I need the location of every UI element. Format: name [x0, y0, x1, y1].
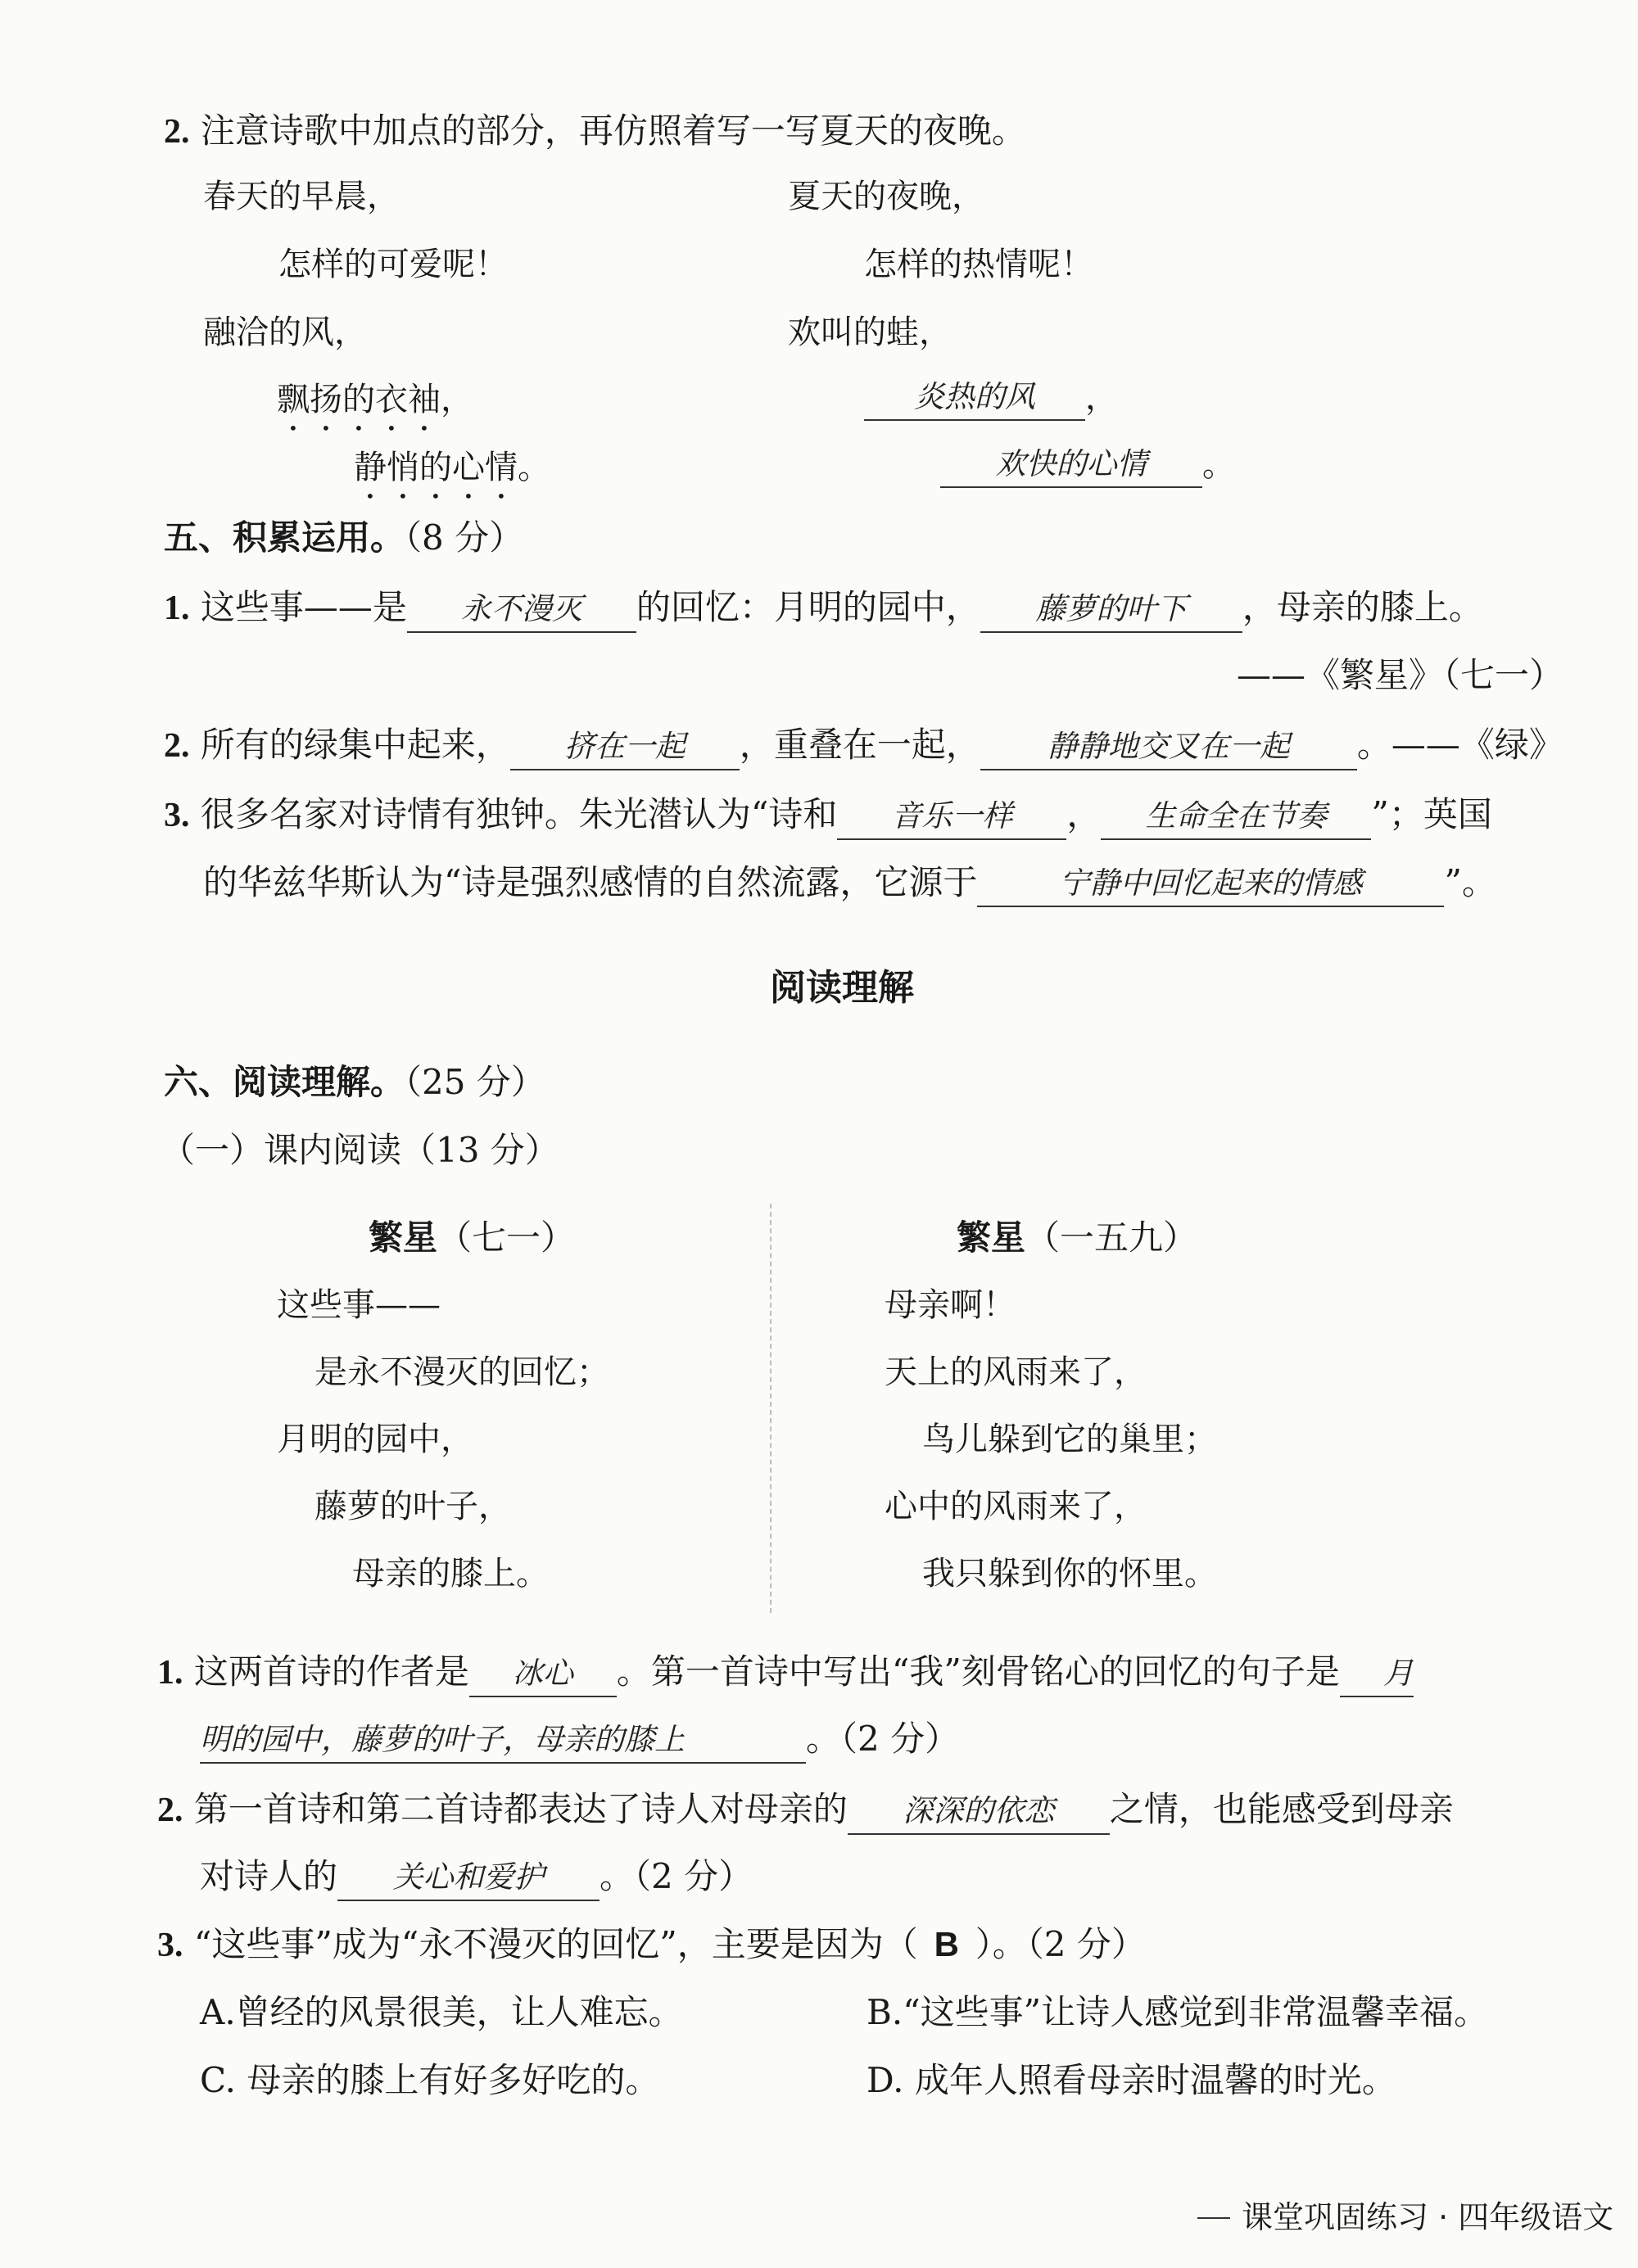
imitation-punct-1: ，	[1085, 379, 1118, 417]
sec6-q2-text-3: 对诗人的	[200, 1856, 338, 1896]
sec6-q1-line-1	[157, 1647, 1414, 1697]
imitation-punct-2: 。	[1202, 446, 1235, 484]
poem-1-title-num: （七一）	[437, 1218, 576, 1258]
model-poem-line-5: 静悄的心情。	[354, 449, 550, 486]
option-c[interactable]: C. 母亲的膝上有好多好吃的。	[200, 2060, 660, 2100]
poem-divider	[770, 1204, 771, 1613]
section-6-title	[164, 1058, 545, 1107]
section-5-title	[164, 513, 523, 562]
poem-2-line-4: 心中的风雨来了，	[885, 1488, 1147, 1525]
footer-text: 课堂巩固练习 · 四年级语文	[1242, 2199, 1614, 2235]
imitation-poem-line-5	[940, 442, 1235, 488]
q4-2-prompt	[164, 106, 1026, 156]
q4-2-prompt-text: 注意诗歌中加点的部分，再仿照着写一写夏天的夜晚。	[200, 111, 1026, 151]
poem-1-title-text: 繁星	[369, 1218, 438, 1258]
sec6-q3-text-1: “这些事”成为“永不漫灭的回忆”，主要是因为（	[193, 1924, 918, 1964]
poem-1-line-1: 这些事——	[277, 1286, 441, 1324]
poem-1-title	[369, 1213, 575, 1263]
q4-2-number: 2.	[164, 113, 190, 151]
sec5-q1-number: 1.	[164, 590, 190, 627]
sec6-q2-text-4: 。（2 分）	[600, 1856, 753, 1896]
sec5-q1	[164, 583, 1483, 633]
sec5-q2-text-2: ，重叠在一起，	[739, 725, 980, 765]
sec6-q3	[157, 1920, 1146, 1970]
option-a[interactable]: A.曾经的风景很美，让人难忘。	[200, 1992, 683, 2032]
poem-1-line-4: 藤萝的叶子，	[314, 1488, 511, 1525]
sec5-q3-text-4: 的华兹华斯认为“诗是强烈感情的自然流露，它源于	[203, 862, 978, 902]
imitation-answer-1[interactable]: 炎热的风	[864, 375, 1085, 421]
poem-2-line-2: 天上的风雨来了，	[885, 1353, 1147, 1391]
sec5-q1-text-1: 这些事——是	[200, 587, 407, 627]
sec5-q3-text-5: ”。	[1444, 862, 1496, 902]
sec5-q2-answer-2[interactable]: 静静地交叉在一起	[980, 725, 1357, 770]
sec6-q2-answer-2[interactable]: 关心和爱护	[337, 1855, 600, 1901]
poem-2-title-text: 繁星	[957, 1218, 1026, 1258]
sec5-q3-answer-3[interactable]: 宁静中回忆起来的情感	[977, 861, 1444, 907]
sec5-q1-text-2: 的回忆：月明的园中，	[636, 587, 980, 627]
footer-rule	[1197, 2217, 1230, 2219]
reading-heading: 阅读理解	[770, 967, 914, 1009]
sec5-q3-line-2	[203, 858, 1496, 907]
model-poem-line-4: 飘扬的衣袖，	[277, 381, 473, 418]
section-5-score: （8 分）	[405, 517, 524, 558]
sec5-q2	[164, 721, 1563, 770]
sec5-q3-answer-1[interactable]: 音乐一样	[837, 794, 1066, 840]
sec6-q2-line-1	[157, 1785, 1454, 1835]
model-poem-line-2: 怎样的可爱呢！	[278, 246, 508, 283]
poem-2-title-num: （一五九）	[1025, 1218, 1198, 1258]
sec6-q3-number: 3.	[157, 1927, 183, 1964]
imitation-poem-line-3: 欢叫的蛙，	[788, 314, 952, 351]
sec5-q2-text-1: 所有的绿集中起来，	[200, 725, 510, 765]
imitation-poem-line-1: 夏天的夜晚，	[788, 178, 984, 215]
section-6-subtitle: （一）课内阅读（13 分）	[161, 1130, 559, 1170]
poem-2-line-3: 鸟儿躲到它的巢里；	[922, 1421, 1217, 1458]
sec6-q1-answer-2-start[interactable]: 月	[1340, 1651, 1414, 1697]
imitation-answer-2[interactable]: 欢快的心情	[940, 442, 1202, 488]
sec6-q1-line-2	[200, 1715, 959, 1764]
sec6-q1-text-2: 。第一首诗中写出“我”刻骨铭心的回忆的句子是	[616, 1651, 1340, 1692]
sec5-q3-answer-2[interactable]: 生命全在节奏	[1101, 794, 1371, 840]
poem-1-line-2: 是永不漫灭的回忆；	[314, 1353, 609, 1391]
sec5-q3-line-1	[164, 790, 1492, 840]
imitation-poem-line-4	[864, 375, 1118, 421]
poem-1-line-5: 母亲的膝上。	[352, 1555, 549, 1593]
imitation-poem-line-2: 怎样的热情呢！	[864, 246, 1093, 283]
sec6-q2-text-1: 第一首诗和第二首诗都表达了诗人对母亲的	[193, 1789, 848, 1829]
sec5-q2-answer-1[interactable]: 挤在一起	[510, 725, 740, 770]
poem-2-title	[957, 1213, 1197, 1263]
sec6-q2-number: 2.	[157, 1791, 183, 1829]
model-poem-line-3: 融洽的风，	[203, 314, 367, 351]
sec6-q3-text-2: ）。（2 分）	[975, 1924, 1146, 1964]
sec5-q1-answer-2[interactable]: 藤萝的叶下	[980, 587, 1242, 633]
sec6-q1-text-1: 这两首诗的作者是	[193, 1651, 469, 1692]
option-d[interactable]: D. 成年人照看母亲时温馨的时光。	[867, 2060, 1396, 2100]
sec6-q3-answer[interactable]: B	[934, 1925, 959, 1963]
sec5-q3-number: 3.	[164, 797, 190, 834]
sec5-q1-source: ——《繁星》（七一）	[1237, 655, 1564, 695]
section-6-score: （25 分）	[405, 1062, 545, 1102]
sec6-q2-line-2	[200, 1852, 753, 1901]
poem-1-line-3: 月明的园中，	[277, 1421, 473, 1458]
sec6-q2-text-2: 之情，也能感受到母亲	[1109, 1789, 1454, 1829]
sec6-q1-text-3: 。（2 分）	[806, 1719, 960, 1759]
sec5-q2-text-3: 。——《绿》	[1356, 725, 1563, 765]
section-5-title-text: 五、积累运用。	[164, 517, 405, 558]
sec6-q1-answer-1[interactable]: 冰心	[469, 1651, 617, 1697]
poem-2-line-1: 母亲啊！	[885, 1286, 1016, 1324]
section-6-title-text: 六、阅读理解。	[164, 1062, 405, 1102]
sec5-q1-text-3: ，母亲的膝上。	[1242, 587, 1483, 627]
sec6-q1-answer-2-end[interactable]: 明的园中，藤萝的叶子，母亲的膝上	[200, 1718, 806, 1764]
sec5-q3-text-3: ”；英国	[1371, 794, 1492, 834]
sec5-q2-number: 2.	[164, 727, 190, 765]
sec6-q2-answer-1[interactable]: 深深的依恋	[848, 1789, 1110, 1835]
sec5-q3-text-1: 很多名家对诗情有独钟。朱光潜认为“诗和	[200, 794, 838, 834]
sec5-q3-text-2: ，	[1066, 794, 1102, 834]
sec5-q1-answer-1[interactable]: 永不漫灭	[407, 587, 636, 633]
sec6-q1-number: 1.	[157, 1654, 183, 1692]
model-poem-line-1: 春天的早晨，	[203, 178, 400, 215]
option-b[interactable]: B.“这些事”让诗人感觉到非常温馨幸福。	[867, 1992, 1489, 2032]
poem-2-line-5: 我只躲到你的怀里。	[922, 1555, 1217, 1593]
